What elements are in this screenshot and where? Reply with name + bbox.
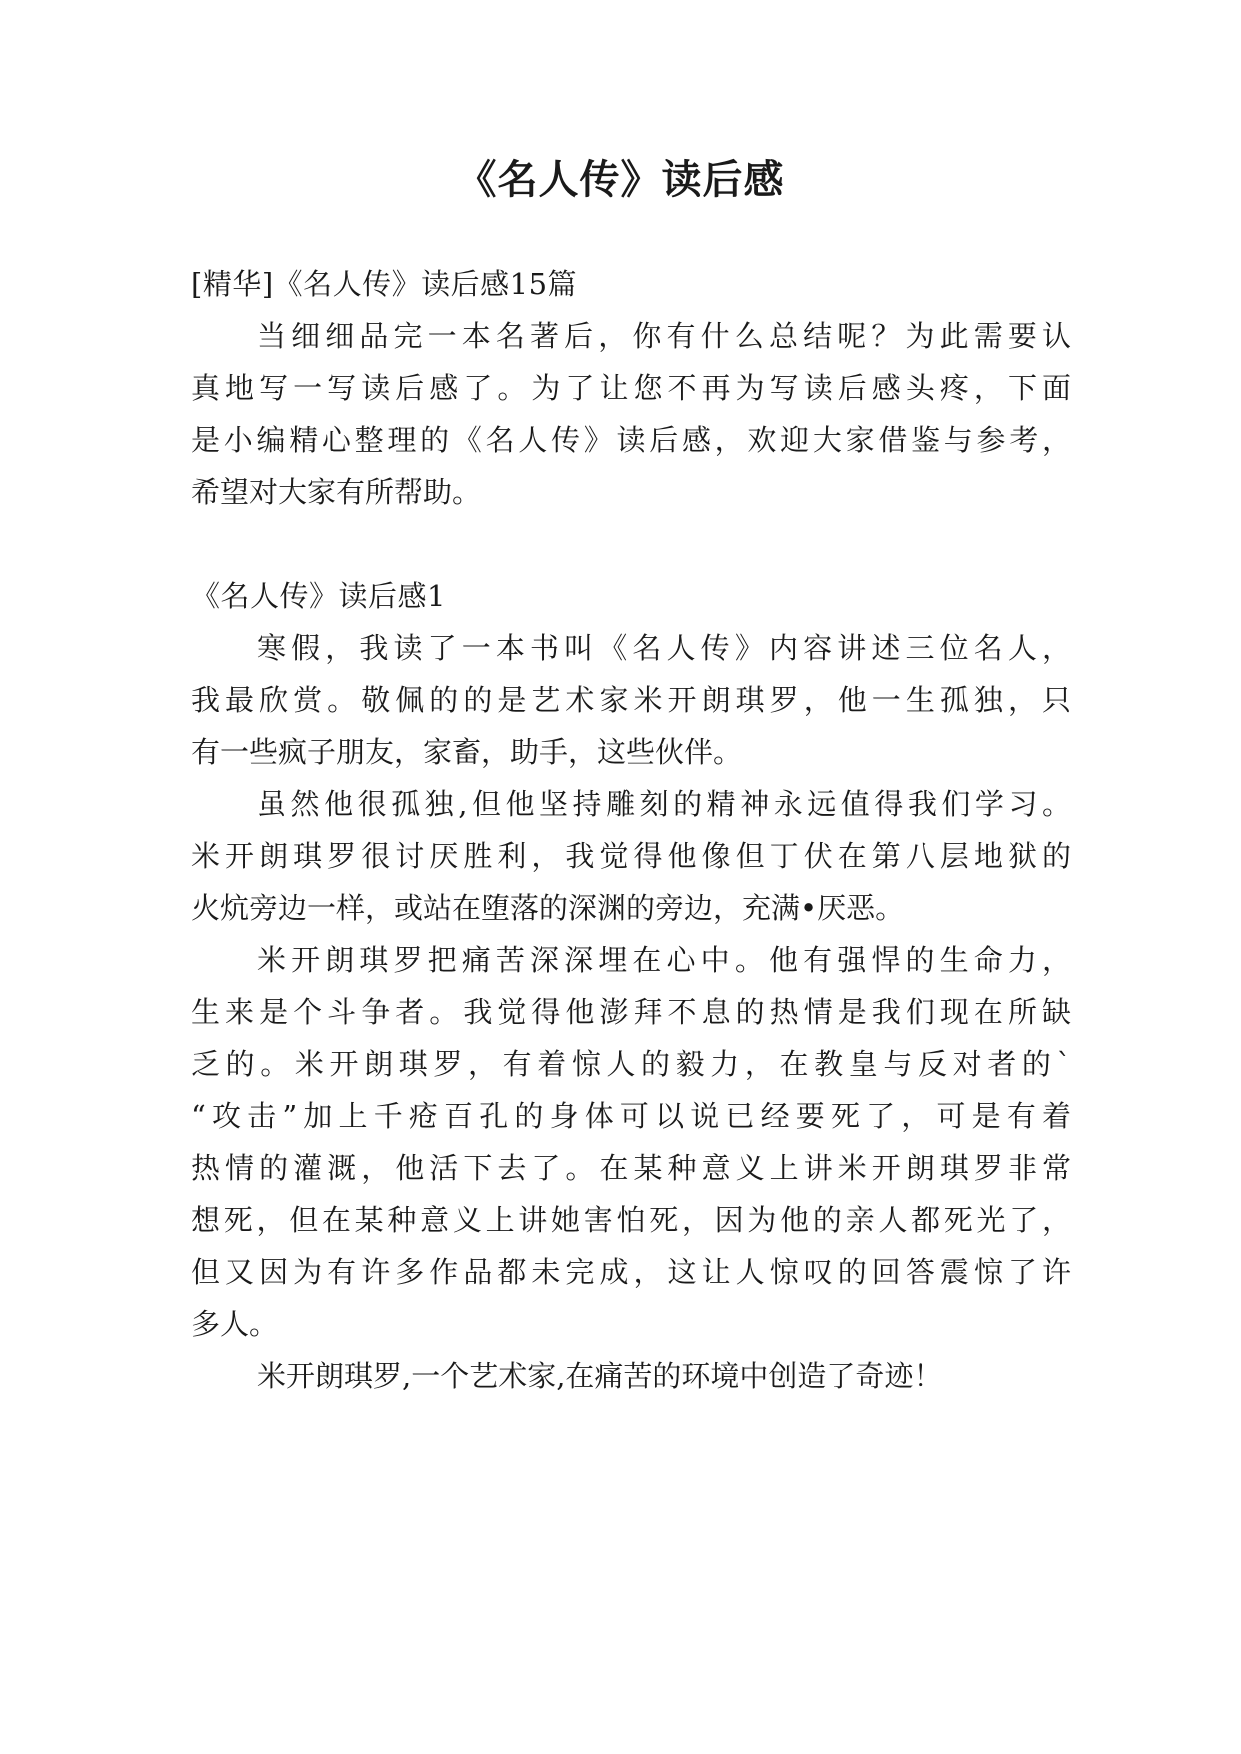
paragraph-line: 生来是个斗争者。我觉得他澎拜不息的热情是我们现在所缺	[191, 995, 1071, 1029]
paragraph-line: 米开朗琪罗很讨厌胜利，我觉得他像但丁伏在第八层地狱的	[191, 839, 1071, 873]
section-heading: 《名人传》读后感1	[191, 579, 446, 613]
document-subtitle: [精华]《名人传》读后感15篇	[191, 267, 578, 301]
paragraph-line: 热情的灌溉，他活下去了。在某种意义上讲米开朗琪罗非常	[191, 1151, 1071, 1185]
paragraph-line: 多人。	[191, 1307, 279, 1341]
intro-line: 当细细品完一本名著后，你有什么总结呢？为此需要认	[257, 319, 1071, 353]
paragraph-line: 米开朗琪罗,一个艺术家,在痛苦的环境中创造了奇迹！	[257, 1359, 943, 1393]
paragraph-line: 乏的。米开朗琪罗，有着惊人的毅力，在教皇与反对者的`	[191, 1047, 1071, 1081]
paragraph-line: 虽然他很孤独,但他坚持雕刻的精神永远值得我们学习。	[257, 787, 1071, 821]
paragraph-line: 但又因为有许多作品都未完成，这让人惊叹的回答震惊了许	[191, 1255, 1071, 1289]
paragraph-line: 我最欣赏。敬佩的的是艺术家米开朗琪罗，他一生孤独，只	[191, 683, 1071, 717]
intro-line: 是小编精心整理的《名人传》读后感，欢迎大家借鉴与参考，	[191, 423, 1071, 457]
intro-line: 希望对大家有所帮助。	[191, 475, 482, 509]
paragraph-line: 火炕旁边一样，或站在堕落的深渊的旁边，充满•厌恶。	[191, 891, 905, 925]
document-title: 《名人传》读后感	[456, 157, 785, 203]
paragraph-line: 想死，但在某种意义上讲她害怕死，因为他的亲人都死光了，	[191, 1203, 1071, 1237]
paragraph-line: “攻击”加上千疮百孔的身体可以说已经要死了，可是有着	[191, 1099, 1071, 1133]
paragraph-line: 有一些疯子朋友，家畜，助手，这些伙伴。	[191, 735, 743, 769]
paragraph-line: 米开朗琪罗把痛苦深深埋在心中。他有强悍的生命力，	[257, 943, 1071, 977]
intro-line: 真地写一写读后感了。为了让您不再为写读后感头疼，下面	[191, 371, 1071, 405]
paragraph-line: 寒假，我读了一本书叫《名人传》内容讲述三位名人，	[257, 631, 1071, 665]
